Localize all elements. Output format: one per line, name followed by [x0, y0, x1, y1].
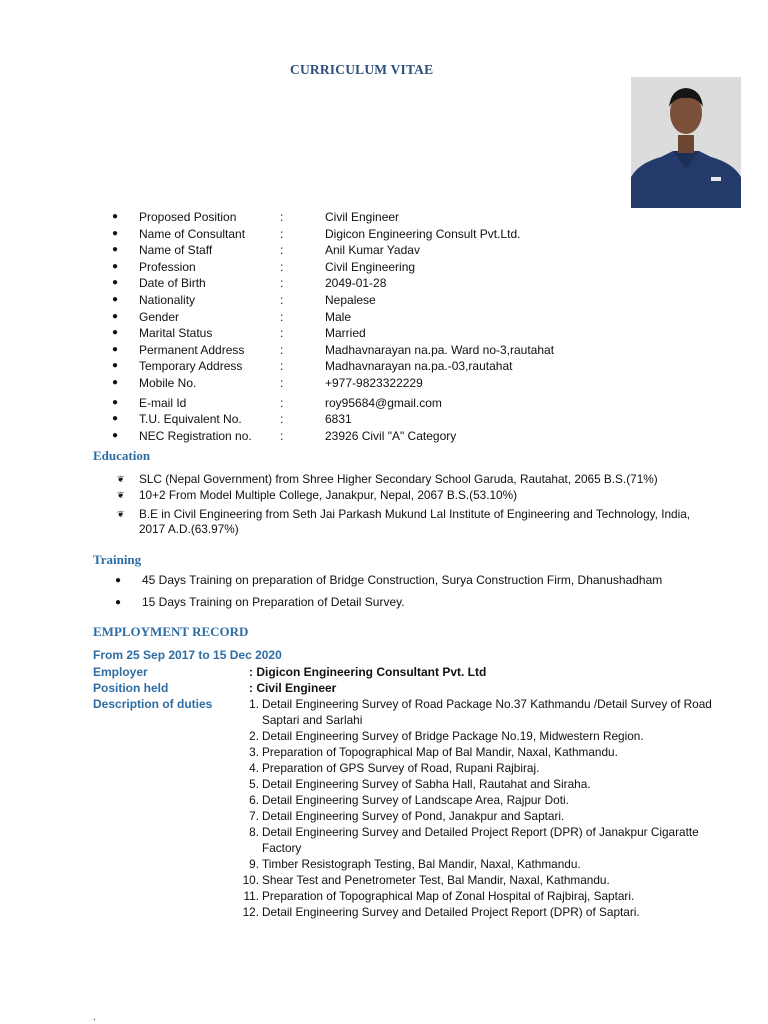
- arrow-bullet-icon: ❦: [117, 509, 125, 519]
- list-item: 8. Detail Engineering Survey and Detailed Project Report (DPR) of Janakpur Cigaratte Factory: [249, 825, 699, 855]
- detail-row: ● Profession : Civil Engineering: [112, 259, 416, 274]
- detail-row: ● NEC Registration no. : 23926 Civil "A" Category: [112, 428, 457, 443]
- list-item: 2. Detail Engineering Survey of Bridge Package No.19, Midwestern Region.: [249, 729, 644, 743]
- detail-row: ● Date of Birth : 2049-01-28: [112, 276, 387, 291]
- detail-row: ● E-mail Id : roy95684@gmail.com: [112, 395, 442, 410]
- list-item: 11. Preparation of Topographical Map of Zonal Hospital of Rajbiraj, Saptari.: [243, 889, 635, 903]
- employment-period: From 25 Sep 2017 to 15 Dec 2020: [93, 648, 282, 662]
- detail-row: ● Permanent Address : Madhavnarayan na.pa. Ward no-3,rautahat: [112, 342, 555, 357]
- list-item: 1. Detail Engineering Survey of Road Package No.37 Kathmandu /Detail Survey of Road Saptari and Sarlahi: [249, 697, 712, 727]
- arrow-bullet-icon: ❦: [117, 490, 125, 500]
- position-value: : Civil Engineer: [249, 681, 337, 695]
- duties-list: [237, 696, 727, 920]
- list-item: 12. Detail Engineering Survey and Detailed Project Report (DPR) of Saptari.: [242, 905, 640, 919]
- detail-row: ● Mobile No. : +977-9823322229: [112, 375, 423, 390]
- list-item: 10. Shear Test and Penetrometer Test, Bal Mandir, Naxal, Kathmandu.: [242, 873, 610, 887]
- detail-row: ● Marital Status : Married: [112, 326, 366, 341]
- education-heading: Education: [93, 448, 151, 463]
- page-title: CURRICULUM VITAE: [290, 62, 434, 77]
- detail-row: ● Temporary Address : Madhavnarayan na.pa.-03,rautahat: [112, 359, 513, 374]
- list-item: 3. Preparation of Topographical Map of Bal Mandir, Naxal, Kathmandu.: [249, 745, 618, 759]
- detail-row: ● T.U. Equivalent No. : 6831: [112, 412, 352, 427]
- detail-row: ● Proposed Position : Civil Engineer: [112, 210, 400, 224]
- list-item: 7. Detail Engineering Survey of Pond, Janakpur and Saptari.: [249, 809, 565, 823]
- footer-mark: .: [93, 1012, 96, 1023]
- list-item: 5. Detail Engineering Survey of Sabha Hall, Rautahat and Siraha.: [249, 777, 591, 791]
- detail-row: ● Name of Staff : Anil Kumar Yadav: [112, 243, 420, 258]
- person-photo-icon: [631, 77, 741, 208]
- personal-details: [112, 209, 712, 444]
- list-item: 9. Timber Resistograph Testing, Bal Mandir, Naxal, Kathmandu.: [249, 857, 581, 871]
- employer-value: : Digicon Engineering Consultant Pvt. Ltd: [249, 665, 487, 679]
- detail-row: ● Gender : Male: [112, 309, 352, 324]
- list-item: 4. Preparation of GPS Survey of Road, Rupani Rajbiraj.: [249, 761, 540, 775]
- list-item: 6. Detail Engineering Survey of Landscape Area, Rajpur Doti.: [249, 793, 569, 807]
- employment-heading: EMPLOYMENT RECORD: [93, 624, 249, 639]
- employer-label: Employer: [93, 665, 148, 679]
- detail-row: ● Nationality : Nepalese: [112, 292, 376, 307]
- detail-row: ● Name of Consultant : Digicon Engineering Consult Pvt.Ltd.: [112, 226, 521, 241]
- person-photo: [631, 77, 741, 208]
- training-heading: Training: [93, 552, 142, 567]
- duties-label: Description of duties: [93, 697, 213, 711]
- position-label: Position held: [93, 681, 169, 695]
- arrow-bullet-icon: ❦: [117, 474, 125, 484]
